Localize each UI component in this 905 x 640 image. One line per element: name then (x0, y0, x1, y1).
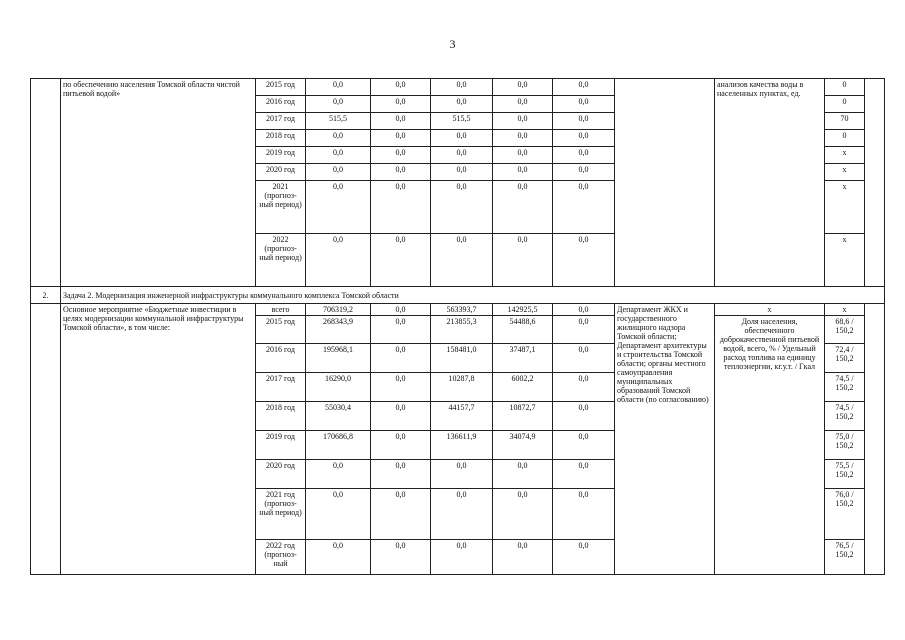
year-cell: 2015 год (256, 316, 306, 344)
value-cell: 0,0 (306, 79, 371, 96)
value-cell: 0,0 (553, 402, 615, 431)
value-cell: 0,0 (493, 234, 553, 287)
program-table (30, 78, 885, 575)
target-value: x (825, 147, 865, 164)
value-cell: 37487,1 (493, 344, 553, 373)
value-cell: 0,0 (493, 113, 553, 130)
value-cell: 0,0 (371, 234, 431, 287)
value-cell: 0,0 (553, 79, 615, 96)
value-cell: 0,0 (306, 540, 371, 575)
table-row-total (31, 304, 885, 316)
value-cell: 0,0 (371, 373, 431, 402)
value-cell: 0,0 (371, 96, 431, 113)
value-cell: 0,0 (553, 147, 615, 164)
value-cell: 268343,9 (306, 316, 371, 344)
executor-cell: Департамент ЖКХ и государственного жилищного надзора Томской области; Департамент архитектуры и строительства Томской области; органы местного самоуправления муниципальных образований Томской области (по согласованию) (615, 304, 715, 575)
value-cell: 0,0 (371, 316, 431, 344)
task-number: 2. (31, 287, 61, 304)
value-cell: 515,5 (431, 113, 493, 130)
value-cell: 0,0 (431, 181, 493, 234)
value-cell: 0,0 (553, 540, 615, 575)
section-2-rows (31, 304, 885, 575)
value-cell: 54488,6 (493, 316, 553, 344)
target-value: x (825, 234, 865, 287)
value-cell: 0,0 (306, 489, 371, 540)
value-cell: 0,0 (371, 147, 431, 164)
value-cell: 0,0 (493, 164, 553, 181)
value-cell: 0,0 (371, 460, 431, 489)
year-cell: 2022 год (прогноз-ный (256, 540, 306, 575)
executor-cell (615, 79, 715, 287)
section-1-rows (31, 79, 885, 287)
value-cell: 0,0 (553, 489, 615, 540)
value-cell: 0,0 (306, 460, 371, 489)
value-cell: 170686,8 (306, 431, 371, 460)
task-2-row-group (31, 287, 885, 304)
value-cell: 10287,8 (431, 373, 493, 402)
target-value: 70 (825, 113, 865, 130)
event-name: Основное мероприятие «Бюджетные инвестиции в целях модернизации коммунальной инфраструктуры Томской области», в том числе: (61, 304, 256, 575)
row-number-cell (31, 79, 61, 287)
value-cell: 0,0 (553, 96, 615, 113)
value-cell: 0,0 (306, 96, 371, 113)
year-cell: 2021 (прогноз-ный период) (256, 181, 306, 234)
value-cell: 213855,3 (431, 316, 493, 344)
target-value: 68,6 / 150,2 (825, 316, 865, 344)
target-top: x (825, 304, 865, 316)
value-cell: 0,0 (306, 181, 371, 234)
indicator-top: x (715, 304, 825, 316)
value-cell: 0,0 (493, 540, 553, 575)
value-cell: 0,0 (371, 79, 431, 96)
value-cell: 0,0 (553, 234, 615, 287)
margin-cell (865, 304, 885, 575)
target-value: x (825, 164, 865, 181)
value-cell: 0,0 (306, 130, 371, 147)
value-cell: 0,0 (553, 431, 615, 460)
value-cell: 0,0 (371, 130, 431, 147)
indicator-name: Доля населения, обеспеченного доброкачественной питьевой водой, всего, % / Удельный расход топлива на единицу теплоэнергии, кг.у.т. / Гкал (715, 316, 825, 575)
value-cell: 0,0 (553, 181, 615, 234)
task-row (31, 287, 885, 304)
value-cell: 158481,0 (431, 344, 493, 373)
value-cell: 0,0 (493, 460, 553, 489)
value-cell: 0,0 (431, 147, 493, 164)
target-value: 76,0 / 150,2 (825, 489, 865, 540)
value-cell: 195968,1 (306, 344, 371, 373)
value-cell: 0,0 (371, 181, 431, 234)
value-cell: 0,0 (553, 130, 615, 147)
target-value: 0 (825, 79, 865, 96)
target-value: 75,0 / 150,2 (825, 431, 865, 460)
value-cell: 0,0 (371, 304, 431, 316)
year-cell: 2020 год (256, 164, 306, 181)
target-value: 76,5 / 150,2 (825, 540, 865, 575)
year-cell: 2019 год (256, 147, 306, 164)
year-cell: 2018 год (256, 130, 306, 147)
value-cell: 34074,9 (493, 431, 553, 460)
value-cell: 0,0 (306, 234, 371, 287)
value-cell: 0,0 (431, 460, 493, 489)
value-cell: 0,0 (493, 147, 553, 164)
value-cell: 0,0 (371, 489, 431, 540)
target-value: 0 (825, 96, 865, 113)
year-cell: 2021 год (прогноз-ный период) (256, 489, 306, 540)
value-cell: 0,0 (431, 234, 493, 287)
year-cell: 2018 год (256, 402, 306, 431)
target-value: 75,5 / 150,2 (825, 460, 865, 489)
value-cell: 0,0 (371, 164, 431, 181)
value-cell: 0,0 (371, 431, 431, 460)
value-cell: 0,0 (553, 164, 615, 181)
value-cell: 0,0 (431, 164, 493, 181)
target-value: 0 (825, 130, 865, 147)
value-cell: 515,5 (306, 113, 371, 130)
target-value: 72,4 / 150,2 (825, 344, 865, 373)
value-cell: 0,0 (493, 96, 553, 113)
value-cell: 563393,7 (431, 304, 493, 316)
page-number: 3 (449, 37, 456, 51)
value-cell: 0,0 (553, 460, 615, 489)
year-cell: 2015 год (256, 79, 306, 96)
year-cell: 2016 год (256, 96, 306, 113)
value-cell: 6002,2 (493, 373, 553, 402)
value-cell: 0,0 (371, 113, 431, 130)
value-cell: 706319,2 (306, 304, 371, 316)
value-cell: 0,0 (553, 373, 615, 402)
value-cell: 0,0 (431, 130, 493, 147)
row-number-cell (31, 304, 61, 575)
value-cell: 0,0 (553, 344, 615, 373)
year-cell: 2017 год (256, 373, 306, 402)
value-cell: 0,0 (493, 181, 553, 234)
target-value: x (825, 181, 865, 234)
value-cell: 16290,0 (306, 373, 371, 402)
year-cell: всего (256, 304, 306, 316)
value-cell: 0,0 (431, 96, 493, 113)
year-cell: 2020 год (256, 460, 306, 489)
value-cell: 0,0 (493, 130, 553, 147)
value-cell: 0,0 (493, 489, 553, 540)
target-value: 74,5 / 150,2 (825, 373, 865, 402)
table-row (31, 79, 885, 96)
value-cell: 44157,7 (431, 402, 493, 431)
value-cell: 142925,5 (493, 304, 553, 316)
value-cell: 10872,7 (493, 402, 553, 431)
value-cell: 0,0 (306, 164, 371, 181)
value-cell: 0,0 (553, 113, 615, 130)
value-cell: 0,0 (371, 344, 431, 373)
value-cell: 0,0 (431, 489, 493, 540)
value-cell: 0,0 (371, 402, 431, 431)
year-cell: 2022 (прогноз-ный период) (256, 234, 306, 287)
value-cell: 0,0 (553, 304, 615, 316)
value-cell: 0,0 (431, 79, 493, 96)
event-name: по обеспечению населения Томской области чистой питьевой водой» (61, 79, 256, 287)
target-value: 74,5 / 150,2 (825, 402, 865, 431)
value-cell: 0,0 (553, 316, 615, 344)
year-cell: 2017 год (256, 113, 306, 130)
year-cell: 2019 год (256, 431, 306, 460)
year-cell: 2016 год (256, 344, 306, 373)
value-cell: 0,0 (306, 147, 371, 164)
value-cell: 0,0 (371, 540, 431, 575)
value-cell: 0,0 (431, 540, 493, 575)
task-title: Задача 2. Модернизация инженерной инфраструктуры коммунального комплекса Томской области (61, 287, 885, 304)
margin-cell (865, 79, 885, 287)
value-cell: 0,0 (493, 79, 553, 96)
value-cell: 136611,9 (431, 431, 493, 460)
indicator-name: анализов качества воды в населенных пунктах, ед. (715, 79, 825, 287)
value-cell: 55030,4 (306, 402, 371, 431)
